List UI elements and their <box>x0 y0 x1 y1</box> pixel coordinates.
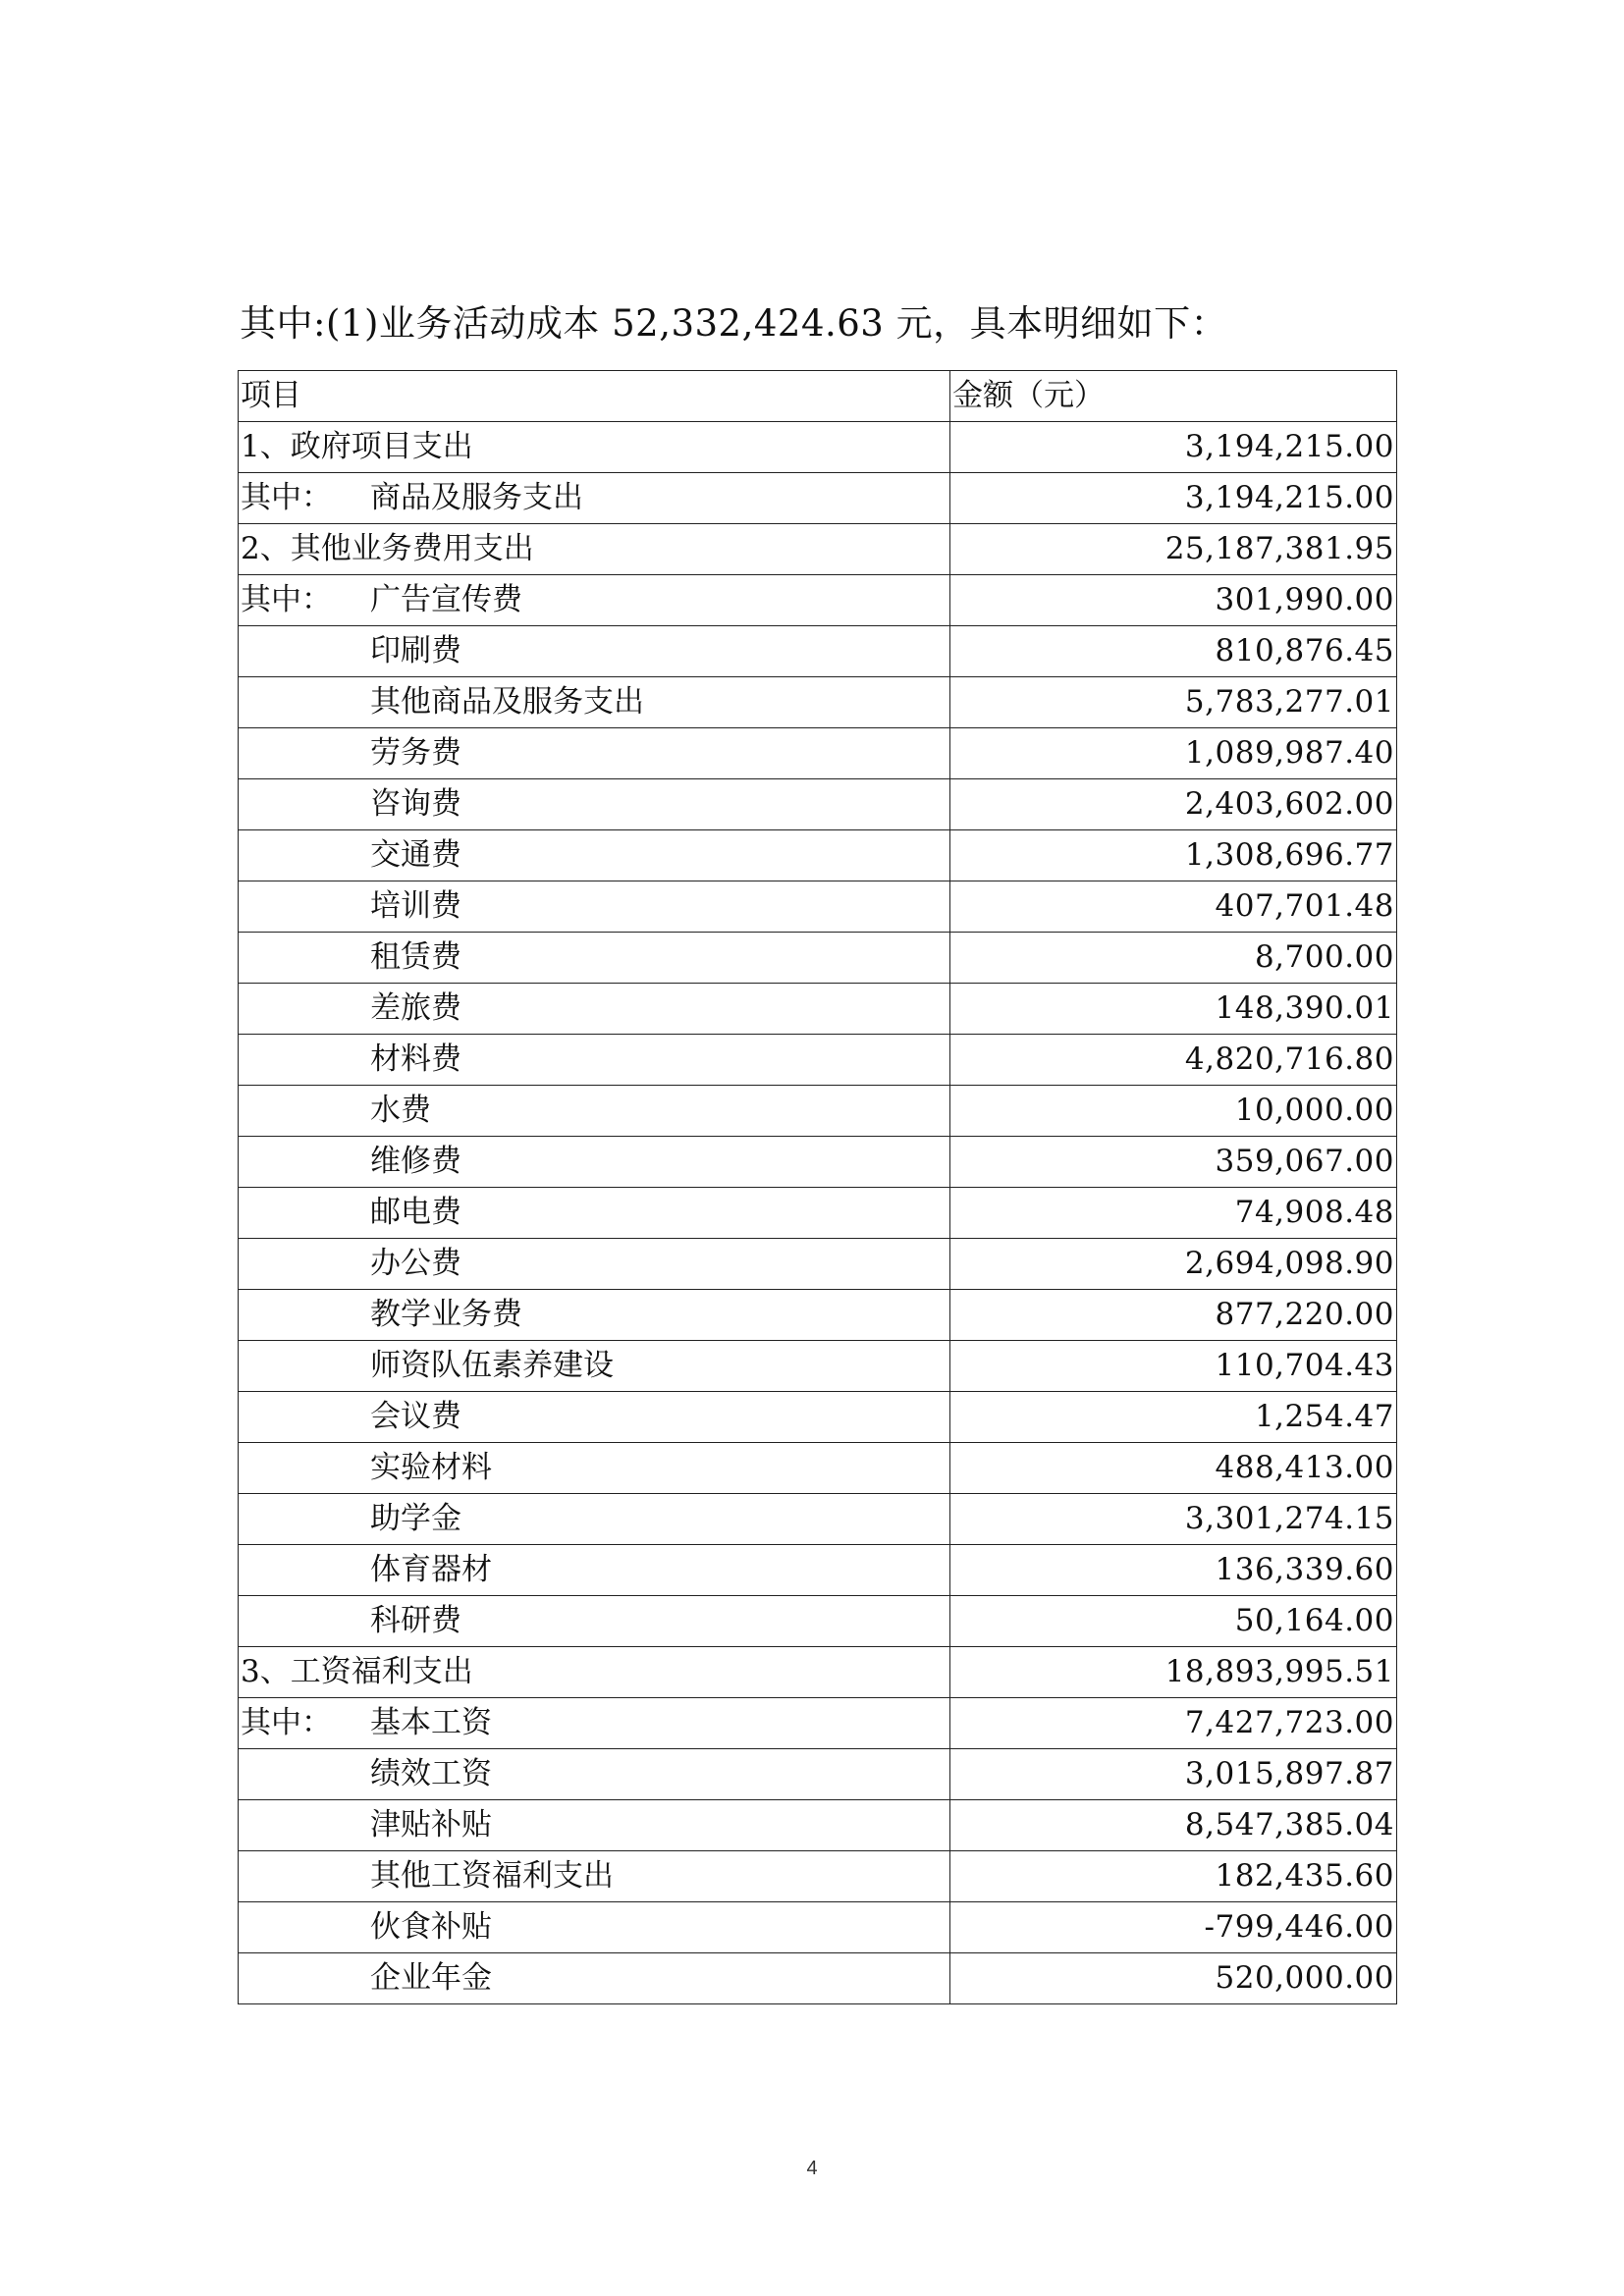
cost-table <box>238 370 1397 2004</box>
table-row <box>239 1545 1397 1596</box>
row-label: 水费 <box>370 1093 431 1128</box>
row-amount: 488,413.00 <box>950 1443 1397 1494</box>
row-label: 交通费 <box>370 837 461 873</box>
row-label: 邮电费 <box>370 1195 461 1230</box>
row-amount: 7,427,723.00 <box>950 1698 1397 1749</box>
row-item-cell <box>239 984 950 1035</box>
row-amount: 3,194,215.00 <box>950 473 1397 524</box>
row-amount: 2,694,098.90 <box>950 1239 1397 1290</box>
row-label: 教学业务费 <box>370 1297 522 1332</box>
row-amount: 3,194,215.00 <box>950 422 1397 473</box>
row-label: 材料费 <box>370 1041 461 1077</box>
table-row <box>239 1086 1397 1137</box>
row-item-cell <box>239 1494 950 1545</box>
row-amount: 110,704.43 <box>950 1341 1397 1392</box>
row-item-cell <box>239 1341 950 1392</box>
table-row <box>239 779 1397 830</box>
row-amount: 359,067.00 <box>950 1137 1397 1188</box>
row-label: 劳务费 <box>370 735 461 771</box>
row-item-cell <box>239 1851 950 1902</box>
row-label: 会议费 <box>370 1399 461 1434</box>
row-label: 基本工资 <box>370 1705 492 1740</box>
table-row <box>239 473 1397 524</box>
row-label: 其他商品及服务支出 <box>370 684 644 720</box>
table-row <box>239 1749 1397 1800</box>
table-row <box>239 1341 1397 1392</box>
row-item-cell <box>239 728 950 779</box>
row-lead: 其中： <box>241 1705 332 1740</box>
row-label: 咨询费 <box>370 786 461 822</box>
row-amount: 10,000.00 <box>950 1086 1397 1137</box>
table-row <box>239 881 1397 933</box>
row-label: 企业年金 <box>370 1960 492 1996</box>
row-amount: 810,876.45 <box>950 626 1397 677</box>
row-amount: 520,000.00 <box>950 1953 1397 2004</box>
row-item-cell <box>239 1596 950 1647</box>
table-row <box>239 933 1397 984</box>
row-item-cell <box>239 524 950 575</box>
table-row <box>239 1953 1397 2004</box>
table-row <box>239 1443 1397 1494</box>
table-row <box>239 1494 1397 1545</box>
row-label: 广告宣传费 <box>370 582 522 617</box>
row-label: 租赁费 <box>370 939 461 975</box>
row-label: 师资队伍素养建设 <box>370 1348 614 1383</box>
row-item-cell <box>239 881 950 933</box>
row-item-cell <box>239 1749 950 1800</box>
row-label: 其他工资福利支出 <box>370 1858 614 1894</box>
row-amount: 148,390.01 <box>950 984 1397 1035</box>
row-item-cell <box>239 626 950 677</box>
row-amount: 1,254.47 <box>950 1392 1397 1443</box>
table-row <box>239 1035 1397 1086</box>
row-amount: 301,990.00 <box>950 575 1397 626</box>
table-row <box>239 575 1397 626</box>
row-amount: 3,301,274.15 <box>950 1494 1397 1545</box>
header-amount: 金额（元） <box>950 371 1397 422</box>
table-row <box>239 1851 1397 1902</box>
row-amount: 877,220.00 <box>950 1290 1397 1341</box>
row-item-cell <box>239 1698 950 1749</box>
row-item-cell <box>239 1035 950 1086</box>
row-item-cell <box>239 779 950 830</box>
row-amount: 182,435.60 <box>950 1851 1397 1902</box>
row-label: 印刷费 <box>370 633 461 668</box>
row-label: 2、其他业务费用支出 <box>241 531 534 566</box>
row-item-cell <box>239 1953 950 2004</box>
table-row <box>239 984 1397 1035</box>
table-row <box>239 728 1397 779</box>
row-label: 体育器材 <box>370 1552 492 1587</box>
row-item-cell <box>239 830 950 881</box>
row-item-cell <box>239 1239 950 1290</box>
row-label: 维修费 <box>370 1144 461 1179</box>
row-lead: 其中： <box>241 582 332 617</box>
row-label: 绩效工资 <box>370 1756 492 1791</box>
row-amount: 1,089,987.40 <box>950 728 1397 779</box>
row-amount: 1,308,696.77 <box>950 830 1397 881</box>
row-item-cell <box>239 1086 950 1137</box>
row-item-cell <box>239 473 950 524</box>
table-row <box>239 1596 1397 1647</box>
table-row <box>239 1239 1397 1290</box>
row-label: 1、政府项目支出 <box>241 429 473 464</box>
row-label: 差旅费 <box>370 990 461 1026</box>
row-amount: 8,547,385.04 <box>950 1800 1397 1851</box>
row-amount: 2,403,602.00 <box>950 779 1397 830</box>
row-label: 商品及服务支出 <box>370 480 583 515</box>
row-amount: 25,187,381.95 <box>950 524 1397 575</box>
row-amount: 4,820,716.80 <box>950 1035 1397 1086</box>
row-amount: 407,701.48 <box>950 881 1397 933</box>
row-item-cell <box>239 1392 950 1443</box>
row-item-cell <box>239 1647 950 1698</box>
row-lead: 其中： <box>241 480 332 515</box>
row-label: 助学金 <box>370 1501 461 1536</box>
row-label: 办公费 <box>370 1246 461 1281</box>
table-header-row <box>239 371 1397 422</box>
table-body <box>239 371 1397 2004</box>
row-amount: 5,783,277.01 <box>950 677 1397 728</box>
header-item: 项目 <box>239 371 950 422</box>
table-row <box>239 830 1397 881</box>
table-row <box>239 1800 1397 1851</box>
table-row <box>239 677 1397 728</box>
table-row <box>239 1902 1397 1953</box>
row-item-cell <box>239 1800 950 1851</box>
row-item-cell <box>239 575 950 626</box>
row-item-cell <box>239 1545 950 1596</box>
page-number: 4 <box>806 2158 818 2179</box>
row-amount: 3,015,897.87 <box>950 1749 1397 1800</box>
row-item-cell <box>239 1137 950 1188</box>
row-item-cell <box>239 422 950 473</box>
table-row <box>239 1137 1397 1188</box>
row-label: 津贴补贴 <box>370 1807 492 1842</box>
row-amount: -799,446.00 <box>950 1902 1397 1953</box>
table-row <box>239 1647 1397 1698</box>
table-row <box>239 1188 1397 1239</box>
row-label: 培训费 <box>370 888 461 924</box>
row-amount: 50,164.00 <box>950 1596 1397 1647</box>
table-row <box>239 1290 1397 1341</box>
row-item-cell <box>239 1443 950 1494</box>
row-amount: 74,908.48 <box>950 1188 1397 1239</box>
row-label: 科研费 <box>370 1603 461 1638</box>
table-row <box>239 1698 1397 1749</box>
row-label: 伙食补贴 <box>370 1909 492 1945</box>
table-row <box>239 524 1397 575</box>
row-item-cell <box>239 1188 950 1239</box>
table-row <box>239 422 1397 473</box>
row-amount: 136,339.60 <box>950 1545 1397 1596</box>
intro-text: 其中:(1)业务活动成本 52,332,424.63 元，具本明细如下： <box>240 302 1228 345</box>
row-amount: 18,893,995.51 <box>950 1647 1397 1698</box>
table-row <box>239 1392 1397 1443</box>
row-item-cell <box>239 933 950 984</box>
row-item-cell <box>239 1290 950 1341</box>
row-item-cell <box>239 1902 950 1953</box>
row-label: 实验材料 <box>370 1450 492 1485</box>
row-item-cell <box>239 677 950 728</box>
row-amount: 8,700.00 <box>950 933 1397 984</box>
table-row <box>239 626 1397 677</box>
row-label: 3、工资福利支出 <box>241 1654 473 1689</box>
